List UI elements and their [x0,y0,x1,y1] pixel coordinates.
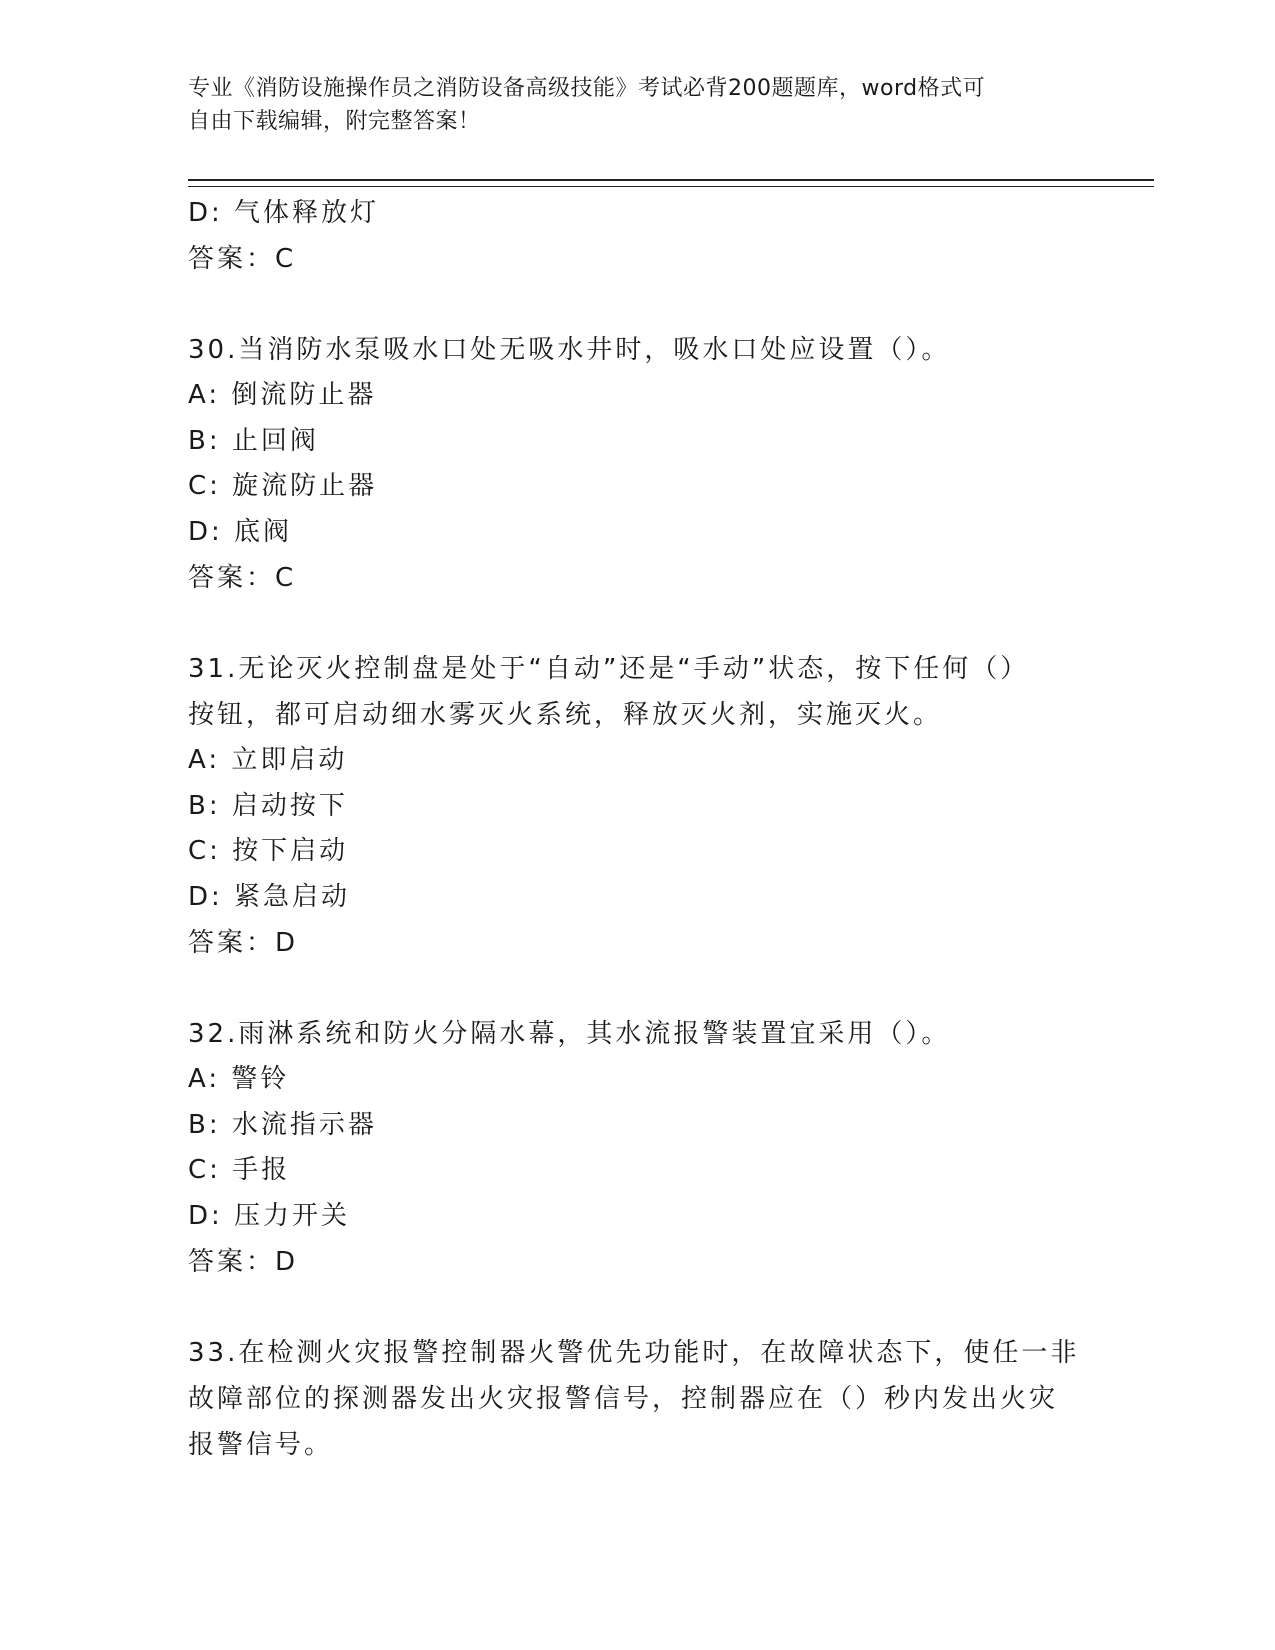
question-32 [188,1011,1088,1285]
option-d: D: 压力开关 [188,1200,351,1231]
option-d: D: 底阀 [188,516,293,547]
answer-line: 答案：D [188,928,299,958]
stem-line: 33.在检测火灾报警控制器火警优先功能时，在故障状态下，使任一非 [188,1338,1080,1368]
option-c: C: 手报 [188,1155,291,1185]
option-b: B: 止回阀 [188,425,319,456]
spacer [188,601,1088,646]
question-31 [188,646,1088,966]
stem-line: 32.雨淋系统和防火分隔水幕，其水流报警装置宜采用（）。 [188,1019,951,1049]
option-a: A: 警铃 [188,1064,290,1094]
spacer [188,282,1088,327]
option-d: D: 紧急启动 [188,881,351,912]
option-a: A: 立即启动 [188,745,348,775]
option-c: C: 按下启动 [188,836,349,866]
question-33 [188,1330,1088,1468]
stem-line: 故障部位的探测器发出火灾报警信号，控制器应在（）秒内发出火灾 [188,1384,1059,1414]
answer-line: 答案：D [188,1247,299,1277]
header-divider [188,179,1154,187]
option-b: B: 启动按下 [188,790,348,821]
answer-line: 答案：C [188,563,297,593]
stem-line: 31.无论灭火控制盘是处于“自动”还是“手动”状态，按下任何（） [188,654,1030,684]
option-d: D: 气体释放灯 [188,198,380,228]
option-c: C: 旋流防止器 [188,471,378,501]
question-stem [188,327,1088,373]
question-stem [188,1330,1088,1468]
document-header [188,72,1088,138]
spacer [188,1285,1088,1330]
question-30 [188,327,1088,601]
question-stem [188,1011,1088,1057]
spacer [188,966,1088,1011]
stem-line: 报警信号。 [188,1430,334,1460]
previous-question-tail [188,190,1088,282]
stem-line: 30.当消防水泵吸水口处无吸水井时，吸水口处应设置（）。 [188,335,951,365]
stem-line: 按钮，都可启动细水雾灭火系统，释放灭火剂，实施灭火。 [188,700,943,730]
option-b: B: 水流指示器 [188,1109,377,1140]
option-a: A: 倒流防止器 [188,380,377,410]
answer-line: 答案：C [188,244,297,274]
header-title-line-1: 专业《消防设施操作员之消防设备高级技能》考试必背200题题库，word格式可 [188,76,986,101]
header-title-line-2: 自由下载编辑，附完整答案！ [188,109,481,134]
question-list [188,190,1088,1468]
question-stem [188,646,1088,738]
